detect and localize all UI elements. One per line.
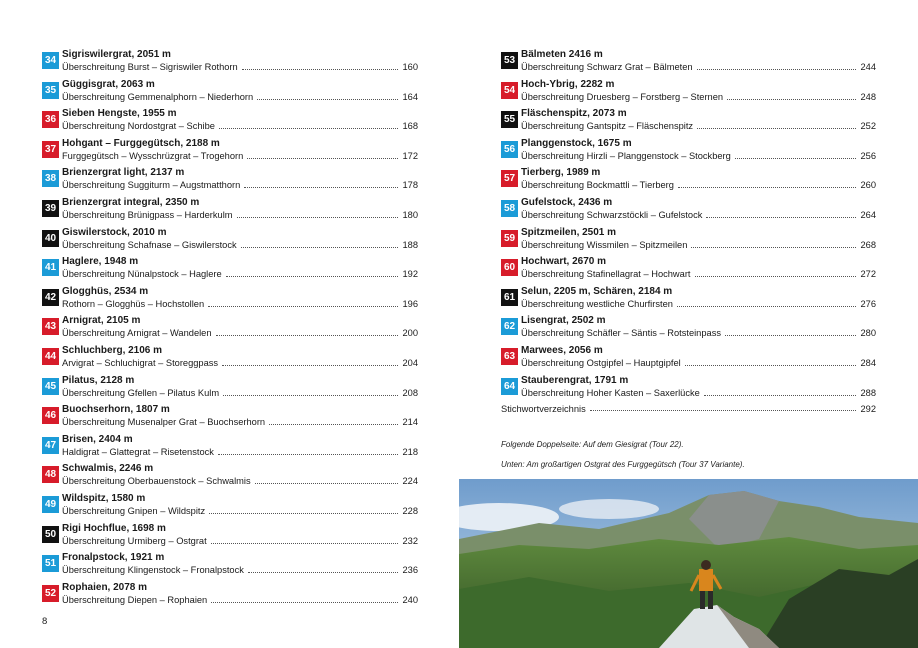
leader-dots [247, 147, 398, 159]
tour-route: Überschreitung Hoher Kasten – Saxerlücke [521, 387, 700, 398]
tour-page: 260 [860, 180, 876, 191]
leader-dots [208, 295, 398, 307]
tour-title: Rigi Hochflue, 1698 m [62, 522, 166, 534]
tour-route-line [62, 239, 418, 251]
tour-number-badge: 52 [42, 585, 59, 602]
tour-page: 276 [860, 298, 876, 309]
tour-title: Güggisgrat, 2063 m [62, 78, 155, 90]
tour-title: Sieben Hengste, 1955 m [62, 108, 177, 120]
tour-page: 188 [402, 239, 418, 250]
tour-title: Brienzergrat light, 2137 m [62, 167, 185, 179]
tour-title: Buochserhorn, 1807 m [62, 404, 170, 416]
tour-route: Überschreitung Musenalper Grat – Buochserhorn [62, 417, 266, 428]
leader-dots [257, 88, 398, 100]
tour-route-line [62, 357, 418, 369]
toc-entry [501, 255, 876, 284]
tour-number-badge: 37 [42, 141, 59, 158]
leader-dots [211, 532, 399, 544]
leader-dots [706, 206, 856, 218]
toc-entry [42, 433, 418, 462]
tour-route: Überschreitung Nordostgrat – Schibe [62, 121, 215, 132]
tour-number-badge: 42 [42, 289, 59, 306]
tour-route-line [62, 298, 418, 310]
toc-entry [501, 107, 876, 136]
tour-route-line [62, 475, 418, 487]
tour-page: 196 [402, 298, 418, 309]
tour-route: Überschreitung westliche Churfirsten [521, 298, 673, 309]
leader-dots [735, 147, 857, 159]
tour-title: Lisengrat, 2502 m [521, 315, 606, 327]
tour-number-badge: 49 [42, 496, 59, 513]
tour-number-badge: 43 [42, 318, 59, 335]
tour-page: 244 [860, 62, 876, 72]
tour-title: Tierberg, 1989 m [521, 167, 601, 179]
tour-route-line [521, 209, 876, 221]
toc-entry [501, 226, 876, 255]
tour-page: 192 [402, 269, 418, 280]
tour-route: Überschreitung Brünigpass – Harderkulm [62, 210, 233, 220]
tour-page: 214 [402, 417, 418, 428]
tour-route: Überschreitung Wissmilen – Spitzmeilen [521, 239, 688, 250]
tour-title: Stauberengrat, 1791 m [521, 374, 629, 386]
tour-title: Schluchberg, 2106 m [62, 345, 163, 356]
tour-page: 168 [402, 121, 418, 132]
toc-entry [42, 462, 418, 491]
tour-title: Glogghüs, 2534 m [62, 285, 149, 297]
leader-dots [691, 236, 856, 248]
tour-title: Gufelstock, 2436 m [521, 197, 613, 208]
tour-route-line [62, 150, 418, 162]
tour-number-badge: 46 [42, 407, 59, 424]
tour-number-badge: 57 [501, 170, 518, 187]
tour-route-line [521, 91, 876, 103]
tour-number-badge: 58 [501, 200, 518, 217]
tour-number-badge: 48 [42, 466, 59, 483]
toc-entry [42, 78, 418, 107]
leader-dots [695, 265, 857, 277]
tour-route-line [62, 564, 418, 576]
tour-route: Überschreitung Stafinellagrat – Hochwart [521, 269, 691, 280]
tour-number-badge: 36 [42, 111, 59, 128]
tour-route: Überschreitung Bockmattli – Tierberg [521, 180, 674, 191]
toc-entry [42, 285, 418, 314]
toc-entry [42, 137, 418, 166]
tour-route-line [521, 298, 876, 310]
tour-route: Überschreitung Diepen – Rophaien [62, 594, 208, 605]
tour-title: Sigriswilergrat, 2051 m [62, 49, 171, 60]
tour-route-line [62, 61, 418, 73]
tour-number-badge: 35 [42, 82, 59, 99]
tour-route: Überschreitung Gemmenalphorn – Niederhorn [62, 91, 254, 102]
tour-title: Fläschenspitz, 2073 m [521, 108, 627, 120]
toc-entry [42, 48, 418, 77]
tour-title: Hohgant – Furggegütsch, 2188 m [62, 137, 220, 149]
tour-route: Überschreitung Burst – Sigriswiler Rothorn [62, 62, 238, 72]
tour-route-line [521, 120, 876, 132]
tour-number-badge: 63 [501, 348, 518, 365]
tour-route: Überschreitung Oberbauenstock – Schwalmis [62, 476, 251, 487]
tour-title: Selun, 2205 m, Schären, 2184 m [521, 285, 673, 297]
leader-dots [678, 176, 857, 188]
toc-entry [501, 196, 876, 225]
leader-dots [248, 561, 399, 573]
tour-page: 218 [402, 446, 418, 457]
page-number: 8 [42, 616, 48, 627]
tour-title: Pilatus, 2128 m [62, 374, 135, 386]
tour-title: Spitzmeilen, 2501 m [521, 226, 617, 238]
tour-route-line [62, 594, 418, 606]
tour-page: 228 [402, 506, 418, 516]
index-entry [501, 404, 876, 414]
tour-route: Überschreitung Schäfler – Säntis – Rotsteinpass [521, 328, 721, 339]
tour-route: Überschreitung Gnipen – Wildspitz [62, 506, 206, 516]
leader-dots [704, 384, 857, 396]
tour-route-line [62, 209, 418, 221]
tour-route: Überschreitung Schwarzstöckli – Gufelstock [521, 210, 703, 220]
tour-route-line [62, 535, 418, 547]
tour-number-badge: 54 [501, 82, 518, 99]
tour-number-badge: 60 [501, 259, 518, 276]
tour-route: Überschreitung Hirzli – Planggenstock – Stockberg [521, 150, 731, 161]
tour-title: Schwalmis, 2246 m [62, 463, 154, 475]
tour-route: Überschreitung Schwarz Grat – Bälmeten [521, 62, 693, 72]
tour-number-badge: 50 [42, 526, 59, 543]
tour-title: Giswilerstock, 2010 m [62, 226, 167, 238]
tour-title: Marwees, 2056 m [521, 345, 603, 356]
index-page: 292 [860, 404, 876, 414]
tour-number-badge: 62 [501, 318, 518, 335]
tour-page: 252 [860, 121, 876, 132]
tour-route: Überschreitung Gfellen – Pilatus Kulm [62, 387, 220, 398]
tour-title: Fronalpstock, 1921 m [62, 552, 165, 564]
leader-dots [219, 117, 399, 129]
tour-title: Rophaien, 2078 m [62, 581, 148, 593]
tour-number-badge: 39 [42, 200, 59, 217]
tour-route-line [62, 446, 418, 458]
tour-title: Wildspitz, 1580 m [62, 493, 146, 504]
leader-dots [697, 58, 857, 70]
tour-page: 180 [402, 210, 418, 220]
tour-route-line [521, 150, 876, 162]
tour-route-line [521, 327, 876, 339]
tour-route-line [521, 387, 876, 399]
toc-entry [42, 374, 418, 403]
tour-page: 240 [402, 594, 418, 605]
tour-page: 160 [402, 62, 418, 72]
tour-route: Überschreitung Suggiturm – Augstmatthorn [62, 180, 241, 191]
tour-route-line [521, 357, 876, 369]
mountain-photo [459, 479, 918, 648]
tour-route: Furggegütsch – Wysschrüzgrat – Trogehorn [62, 150, 244, 161]
leader-dots [222, 354, 398, 366]
tour-page: 264 [860, 210, 876, 220]
tour-page: 200 [402, 328, 418, 339]
toc-entry [42, 226, 418, 255]
tour-page: 164 [402, 91, 418, 102]
index-label: Stichwortverzeichnis [501, 404, 586, 414]
tour-number-badge: 34 [42, 52, 59, 69]
tour-number-badge: 45 [42, 378, 59, 395]
tour-number-badge: 51 [42, 555, 59, 572]
leader-dots [209, 502, 398, 514]
leader-dots [244, 176, 398, 188]
tour-route-line [62, 120, 418, 132]
tour-page: 204 [402, 358, 418, 368]
leader-dots [242, 58, 399, 70]
tour-route: Überschreitung Urmiberg – Ostgrat [62, 535, 207, 546]
tour-title: Haglere, 1948 m [62, 256, 139, 268]
tour-number-badge: 59 [501, 230, 518, 247]
toc-entry [42, 551, 418, 580]
tour-route-line [62, 387, 418, 399]
toc-entry [501, 374, 876, 403]
leader-dots [685, 354, 857, 366]
toc-entry [501, 166, 876, 195]
tour-route-line [62, 416, 418, 428]
tour-title: Hochwart, 2670 m [521, 256, 607, 268]
tour-route-line [521, 179, 876, 191]
toc-entry [501, 48, 876, 77]
toc-entry [42, 344, 418, 373]
tour-title: Brisen, 2404 m [62, 433, 133, 445]
toc-entry [42, 403, 418, 432]
toc-entry [501, 344, 876, 373]
tour-route: Überschreitung Druesberg – Forstberg – Sternen [521, 91, 724, 102]
leader-dots [269, 413, 398, 425]
tour-number-badge: 38 [42, 170, 59, 187]
tour-page: 236 [402, 565, 418, 576]
leader-dots [255, 472, 399, 484]
tour-route-line [521, 61, 876, 73]
tour-number-badge: 44 [42, 348, 59, 365]
toc-entry [42, 107, 418, 136]
tour-route: Überschreitung Ostgipfel – Hauptgipfel [521, 358, 681, 368]
leader-dots [677, 295, 857, 307]
leader-dots [211, 591, 398, 603]
toc-entry [501, 285, 876, 314]
leader-dots [725, 324, 856, 336]
tour-number-badge: 64 [501, 378, 518, 395]
tour-route: Arvigrat – Schluchigrat – Storeggpass [62, 358, 219, 368]
tour-number-badge: 61 [501, 289, 518, 306]
toc-entry [501, 78, 876, 107]
tour-route: Überschreitung Klingenstock – Fronalpstock [62, 565, 244, 576]
tour-route-line [62, 505, 418, 517]
tour-page: 172 [402, 150, 418, 161]
tour-page: 248 [860, 91, 876, 102]
tour-page: 280 [860, 328, 876, 339]
tour-route-line [62, 91, 418, 103]
tour-route: Rothorn – Glogghüs – Hochstollen [62, 298, 205, 309]
tour-page: 284 [860, 358, 876, 368]
tour-page: 256 [860, 150, 876, 161]
tour-route: Überschreitung Schafnase – Giswilerstock [62, 239, 237, 250]
leader-dots [216, 324, 399, 336]
tour-route-line [62, 268, 418, 280]
leader-dots [223, 384, 398, 396]
tour-route-line [521, 268, 876, 280]
tour-number-badge: 47 [42, 437, 59, 454]
leader-dots [727, 88, 856, 100]
leader-dots [241, 236, 399, 248]
tour-page: 224 [402, 476, 418, 487]
leader-dots [237, 206, 399, 218]
tour-page: 268 [860, 239, 876, 250]
tour-title: Brienzergrat integral, 2350 m [62, 197, 200, 208]
tour-page: 232 [402, 535, 418, 546]
toc-entry [42, 166, 418, 195]
toc-entry [42, 492, 418, 521]
tour-route: Überschreitung Gantspitz – Fläschenspitz [521, 121, 694, 132]
tour-page: 288 [860, 387, 876, 398]
leader-dots [697, 117, 856, 129]
toc-entry [501, 137, 876, 166]
tour-number-badge: 40 [42, 230, 59, 247]
tour-route: Überschreitung Nünalpstock – Haglere [62, 269, 222, 280]
toc-entry [42, 196, 418, 225]
leader-dots [218, 443, 399, 455]
tour-page: 272 [860, 269, 876, 280]
toc-entry [501, 314, 876, 343]
tour-route-line [62, 179, 418, 191]
tour-number-badge: 41 [42, 259, 59, 276]
toc-entry [42, 581, 418, 610]
tour-title: Planggenstock, 1675 m [521, 137, 632, 149]
tour-page: 208 [402, 387, 418, 398]
tour-number-badge: 55 [501, 111, 518, 128]
tour-route: Haldigrat – Glattegrat – Risetenstock [62, 446, 214, 457]
tour-number-badge: 53 [501, 52, 518, 69]
toc-entry [42, 314, 418, 343]
leader-dots [226, 265, 399, 277]
tour-route-line [521, 239, 876, 251]
tour-page: 178 [402, 180, 418, 191]
toc-entry [42, 522, 418, 551]
tour-title: Bälmeten 2416 m [521, 49, 603, 60]
tour-route-line [62, 327, 418, 339]
caption-next-spread: Folgende Doppelseite: Auf dem Giesigrat (Tour 22). [501, 440, 684, 449]
tour-title: Arnigrat, 2105 m [62, 315, 141, 327]
caption-below: Unten: Am großartigen Ostgrat des Furggegütsch (Tour 37 Variante). [501, 460, 745, 469]
tour-number-badge: 56 [501, 141, 518, 158]
tour-title: Hoch-Ybrig, 2282 m [521, 78, 615, 90]
toc-entry [42, 255, 418, 284]
tour-route: Überschreitung Arnigrat – Wandelen [62, 328, 212, 339]
